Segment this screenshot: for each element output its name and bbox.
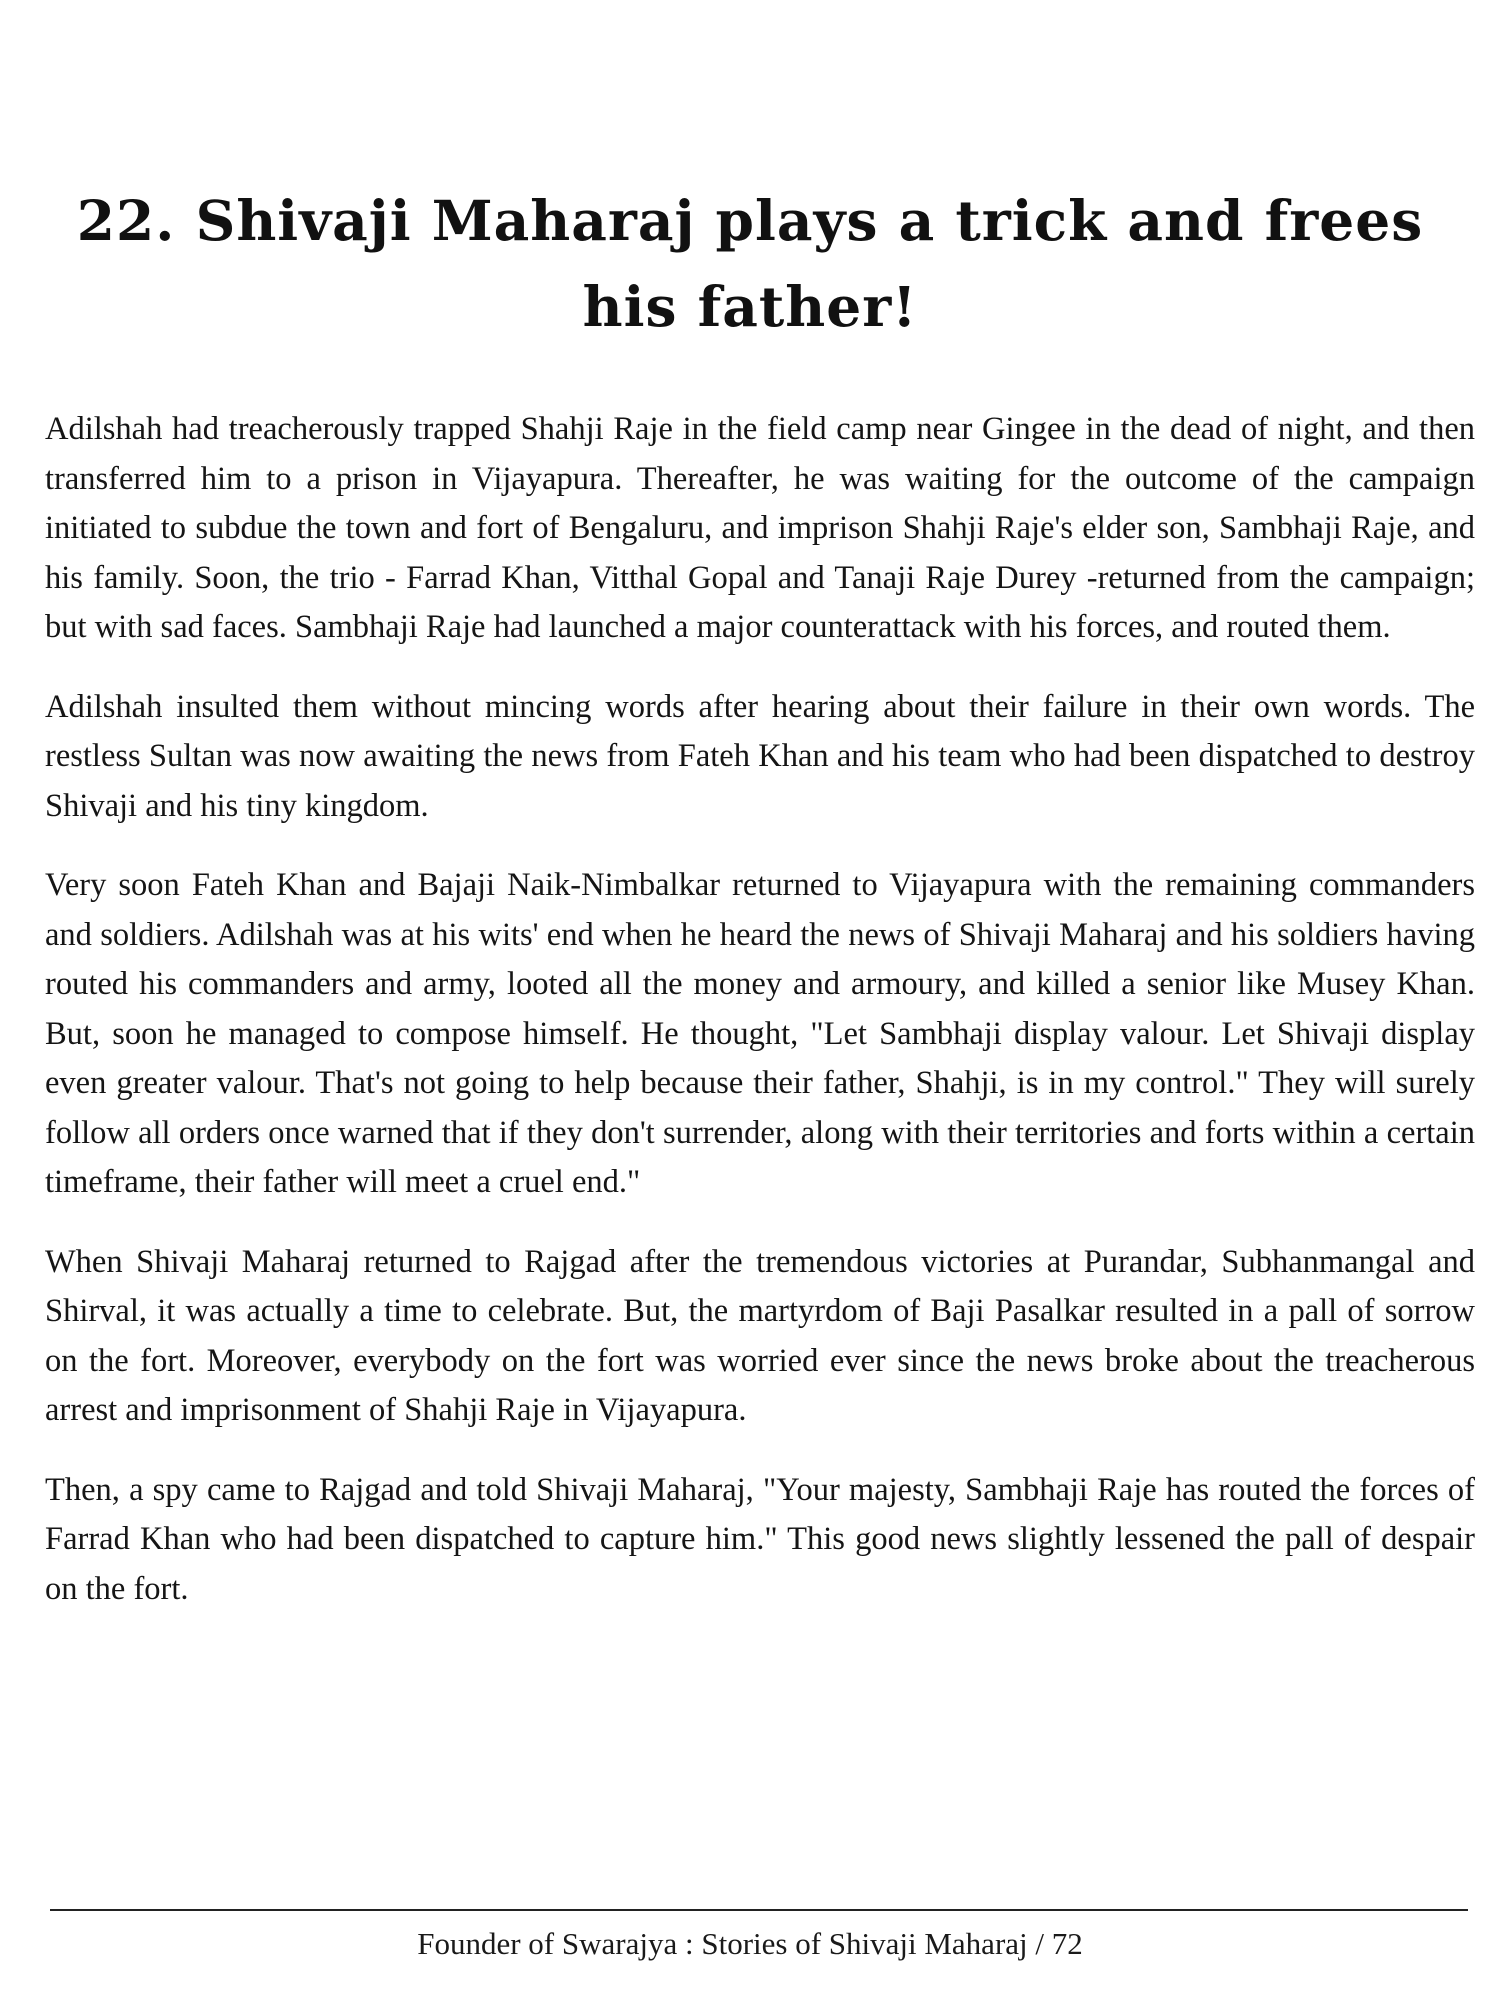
paragraph-3: Very soon Fateh Khan and Bajaji Naik-Nimbalkar returned to Vijayapura with the remaining commanders and soldiers. Adilshah was at his wits' end when he heard the news of Shivaji Maharaj and his soldiers having routed his commanders and army, looted all the money and armoury, and killed a senior like Musey Khan. But, soon he managed to compose himself. He thought, "Let Sambhaji display valour. Let Shivaji display even greater valour. That's not going to help because their father, Shahji, is in my control." They will surely follow all orders once warned that if they don't surrender, along with their territories and forts within a certain timeframe, their father will meet a cruel end." bbox=[45, 867, 1475, 1200]
chapter-title bbox=[60, 178, 1440, 350]
chapter-body bbox=[45, 405, 1475, 1644]
chapter-title-line-1: 22. Shivaji Maharaj plays a trick and frees bbox=[76, 188, 1424, 253]
chapter-title-line-2: his father! bbox=[582, 274, 918, 339]
paragraph-1: Adilshah had treacherously trapped Shahji Raje in the field camp near Gingee in the dead of night, and then transferred him to a prison in Vijayapura. Thereafter, he was waiting for the outcome of the campaign initiated to subdue the town and fort of Bengaluru, and imprison Shahji Raje's elder son, Sambhaji Raje, and his family. Soon, the trio - Farrad Khan, Vitthal Gopal and Tanaji Raje Durey -returned from the campaign; but with sad faces. Sambhaji Raje had launched a major counterattack with his forces, and routed them. bbox=[45, 411, 1475, 645]
paragraph-2: Adilshah insulted them without mincing words after hearing about their failure in their own words. The restless Sultan was now awaiting the news from Fateh Khan and his team who had been dispatched to destroy Shivaji and his tiny kingdom. bbox=[45, 688, 1475, 824]
paragraph-5: Then, a spy came to Rajgad and told Shivaji Maharaj, "Your majesty, Sambhaji Raje has routed the forces of Farrad Khan who had been dispatched to capture him." This good news slightly lessened the pall of despair on the fort. bbox=[45, 1471, 1475, 1607]
page-footer: Founder of Swarajya : Stories of Shivaji Maharaj / 72 bbox=[417, 1926, 1083, 1961]
paragraph-4: When Shivaji Maharaj returned to Rajgad after the tremendous victories at Purandar, Subhanmangal and Shirval, it was actually a time to celebrate. But, the martyrdom of Baji Pasalkar resulted in a pall of sorrow on the fort. Moreover, everybody on the fort was worried ever since the news broke about the treacherous arrest and imprisonment of Shahji Raje in Vijayapura. bbox=[45, 1243, 1475, 1428]
footer-divider bbox=[50, 1909, 1468, 1911]
